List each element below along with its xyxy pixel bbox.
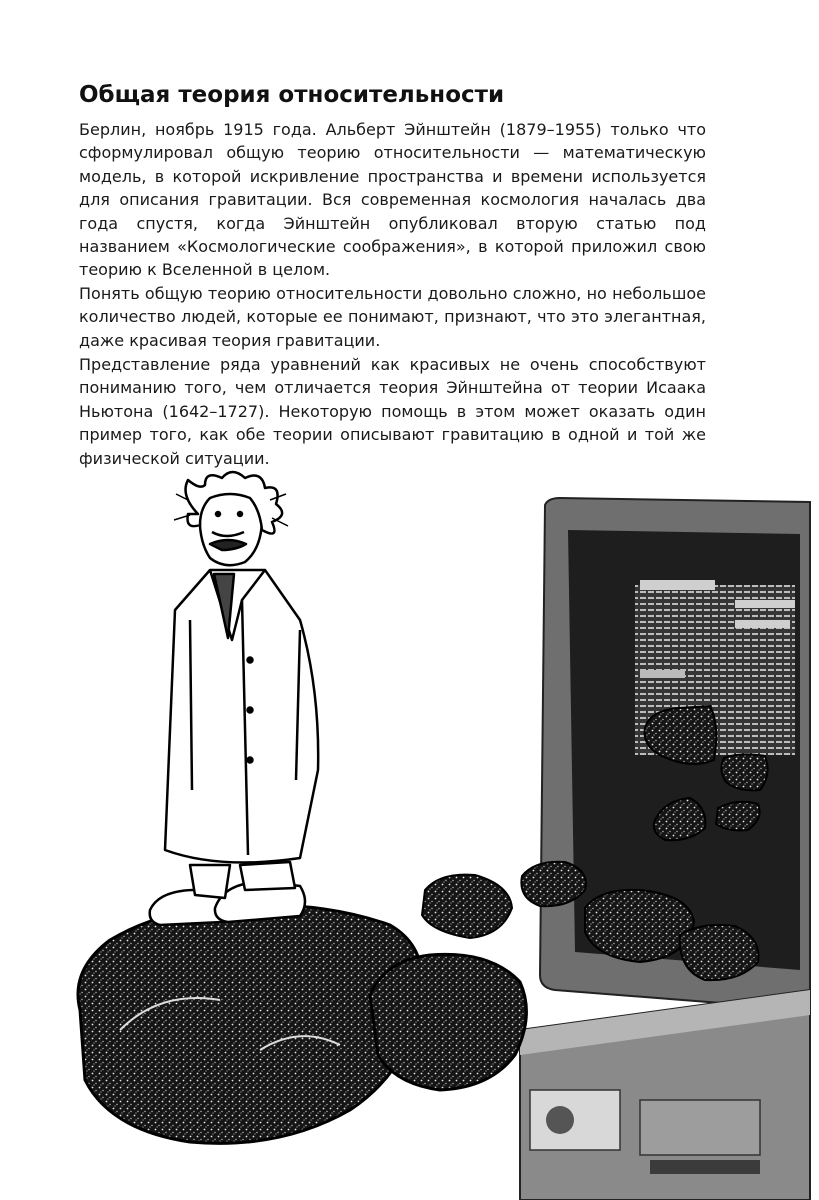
paragraph-1: Берлин, ноябрь 1915 года. Альберт Эйнштейн (1879–1955) только что сформулировал общую теорию относительности — математическую модель, в которой искривление пространства и времени используется для описания гравитации. Вся современная космология началась два года спустя, когда Эйнштейн опубликовал вторую статью под названием «Космологические соображения», в которой приложил свою теорию к Вселенной в целом.: [79, 120, 706, 280]
einstein-figure: [150, 472, 318, 925]
paragraph-3: Представление ряда уравнений как красивых не очень способствуют пониманию того, чем отличается теория Эйнштейна от теории Исаака Ньютона (1642–1727). Некоторую помощь в этом может оказать один пример того, как обе теории описывают гравитацию в одной и той же физической ситуации.: [79, 355, 706, 468]
computer-monitor: [520, 498, 810, 1200]
paragraph-2: Понять общую теорию относительности довольно сложно, но небольшое количество людей, которые ее понимают, признают, что это элегантная, даже красивая теория гравитации.: [79, 284, 706, 350]
section-title: Общая теория относительности: [79, 82, 505, 108]
einstein-computer-illustration: [0, 470, 819, 1200]
ground-rocks: [78, 905, 526, 1143]
